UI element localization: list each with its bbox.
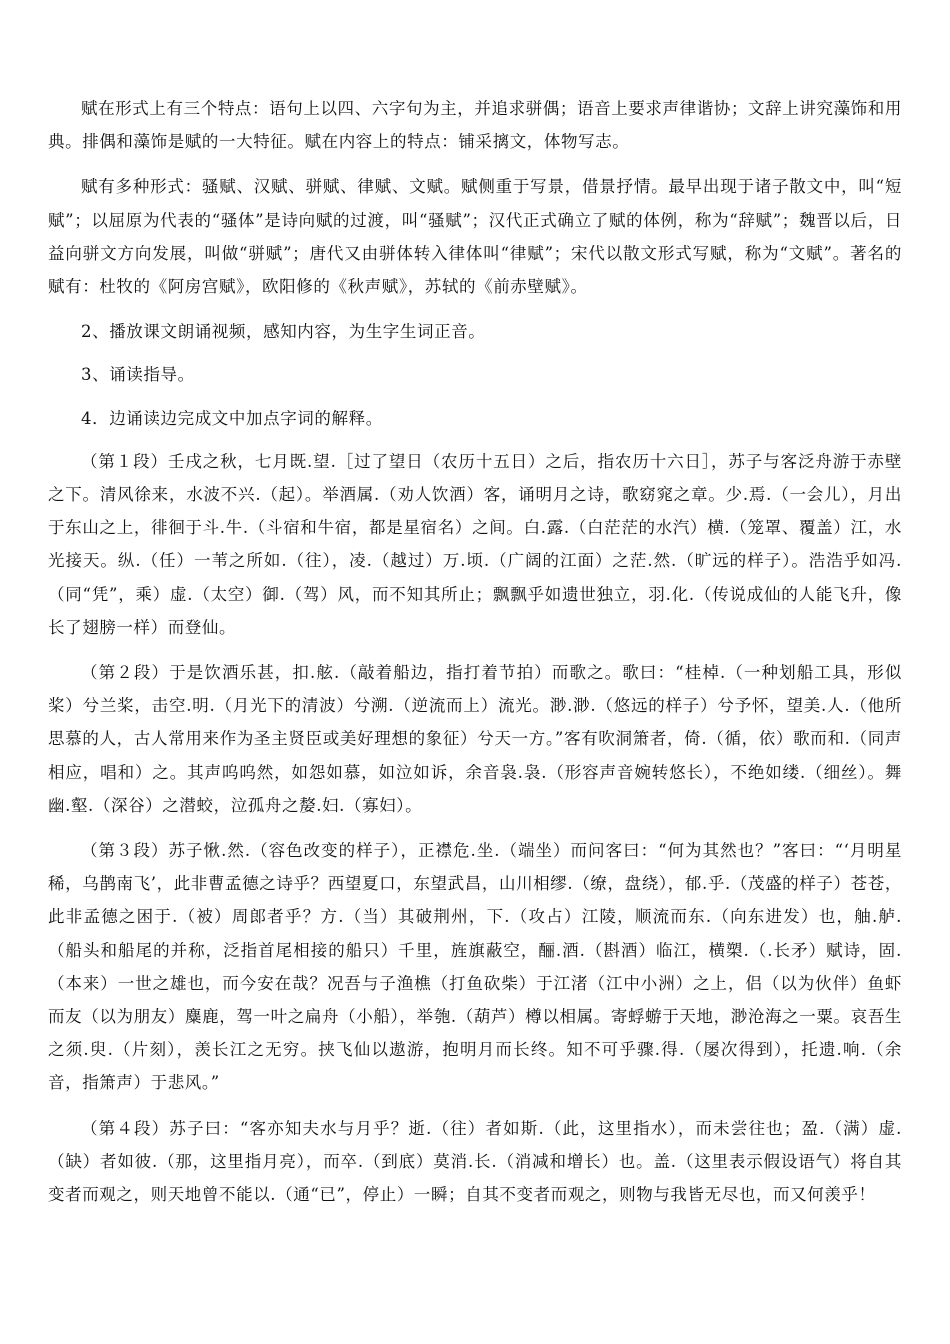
paragraph-step-2: 2、播放课文朗诵视频，感知内容，为生字生词正音。: [81, 322, 486, 342]
paragraph-section-2: （第２段）于是饮酒乐甚，扣.舷.（敲着船边，指打着节拍）而歌之。歌曰：“桂棹.（一种划船工具，形似桨）兮兰桨，击空.明.（月光下的清波）兮溯.（逆流而上）流光。渺.渺.（悠远的样子）兮予怀，望美.人.（他所思慕的人，古人常用来作为圣主贤臣或美好理想的象征）兮天一方。”客有吹洞箫者，倚.（循，依）歌而和.（同声相应，唱和）之。其声呜呜然，如怨如慕，如泣如诉，余音袅.袅.（形容声音婉转悠长），不绝如缕.（细丝）。舞幽.壑.（深谷）之潜蛟，泣孤舟之嫠.妇.（寡妇）。: [48, 663, 902, 815]
paragraph-fu-form-features: 赋在形式上有三个特点：语句上以四、六字句为主，并追求骈偶；语音上要求声律谐协；文辞上讲究藻饰和用典。排偶和藻饰是赋的一大特征。赋在内容上的特点：铺采摛文，体物写志。: [48, 99, 902, 152]
paragraph-fu-types: 赋有多种形式：骚赋、汉赋、骈赋、律赋、文赋。赋侧重于写景，借景抒情。最早出现于诸子散文中，叫“短赋”；以屈原为代表的“骚体”是诗向赋的过渡，叫“骚赋”；汉代正式确立了赋的体例，称为“辞赋”；魏晋以后，日益向骈文方向发展，叫做“骈赋”；唐代又由骈体转入律体叫“律赋”；宋代以散文形式写赋，称为“文赋”。著名的赋有：杜牧的《阿房宫赋》，欧阳修的《秋声赋》，苏轼的《前赤壁赋》。: [48, 177, 902, 297]
paragraph-step-4: 4．边诵读边完成文中加点字词的解释。: [81, 408, 383, 428]
paragraph-section-3: （第３段）苏子愀.然.（容色改变的样子），正襟危.坐.（端坐）而问客曰：“何为其然也？”客曰：“‘月明星稀，乌鹊南飞’，此非曹孟德之诗乎？西望夏口，东望武昌，山川相缪.（缭，盘绕），郁.乎.（茂盛的样子）苍苍，此非孟德之困于.（被）周郎者乎？方.（当）其破荆州，下.（攻占）江陵，顺流而东.（向东进发）也，舳.舻.（船头和船尾的并称，泛指首尾相接的船只）千里，旌旗蔽空，酾.酒.（斟酒）临江，横槊.（.长矛）赋诗，固.（本来）一世之雄也，而今安在哉？况吾与子渔樵（打鱼砍柴）于江渚（江中小洲）之上，侣（以为伙伴）鱼虾而友（以为朋友）麋鹿，驾一叶之扁舟（小船），举匏.（葫芦）樽以相属。寄蜉蝣于天地，渺沧海之一粟。哀吾生之须.臾.（片刻），羡长江之无穷。挟飞仙以遨游，抱明月而长终。知不可乎骤.得.（屡次得到），托遗.响.（余音，指箫声）于悲风。”: [48, 841, 902, 1093]
paragraph-section-4: （第４段）苏子曰：“客亦知夫水与月乎？逝.（往）者如斯.（此，这里指水），而未尝往也；盈.（满）虚.（缺）者如彼.（那，这里指月亮），而卒.（到底）莫消.长.（消减和增长）也。盖.（这里表示假设语气）将自其变者而观之，则天地曾不能以.（通“已”，停止）一瞬；自其不变者而观之，则物与我皆无尽也，而又何羡乎！: [48, 1118, 902, 1205]
paragraph-step-3: 3、诵读指导。: [81, 365, 195, 385]
paragraph-section-1: （第１段）壬戌之秋，七月既.望.［过了望日（农历十五日）之后，指农历十六日］，苏子与客泛舟游于赤壁之下。清风徐来，水波不兴.（起）。举酒属.（劝人饮酒）客，诵明月之诗，歌窈窕之章。少.焉.（一会儿），月出于东山之上，徘徊于斗.牛.（斗宿和牛宿，都是星宿名）之间。白.露.（白茫茫的水汽）横.（笼罩、覆盖）江，水光接天。纵.（任）一苇之所如.（往），凌.（越过）万.顷.（广阔的江面）之茫.然.（旷远的样子）。浩浩乎如冯.（同“凭”，乘）虚.（太空）御.（驾）风，而不知其所止；飘飘乎如遗世独立，羽.化.（传说成仙的人能飞升，像长了翅膀一样）而登仙。: [48, 451, 902, 637]
